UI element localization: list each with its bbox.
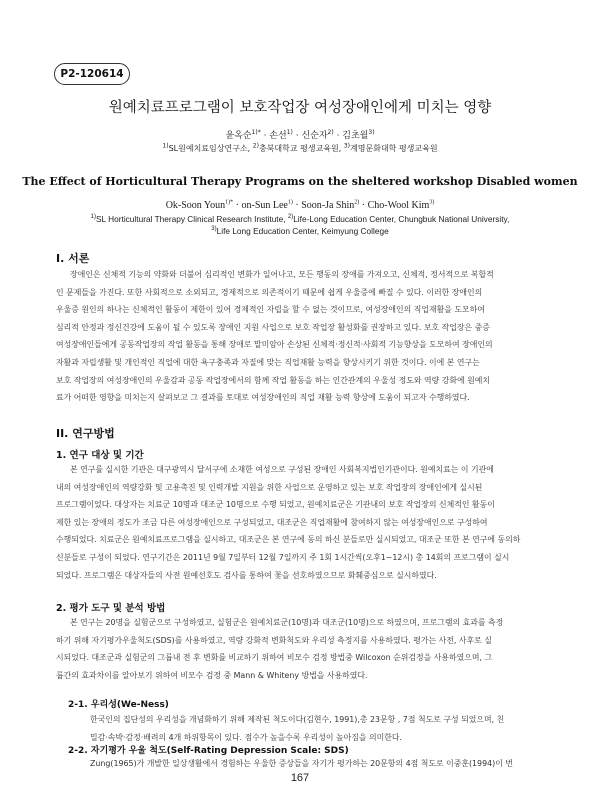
paragraph-line: 한국인의 집단성의 우리성을 개념화하기 위해 제작된 척도이다(김현수, 1991),총 23문항 , 7점 척도로 구성 되었으며, 친	[90, 715, 505, 724]
paragraph-line: 수행되었다. 치료군은 원예치료프로그램을 실시하고, 대조군은 본 연구에 동의 하신 분들로만 실시되었고, 대조군 또한 본 연구에 동의하	[56, 535, 521, 545]
paragraph-line: 본 연구를 실시한 기관은 대구광역시 달서구에 소재한 여성으로 구성된 장애인 사회복지법인기관이다. 원예치료는 이 기관에	[70, 465, 494, 474]
paragraph-line: 시되었다. 대조군과 실험군의 그룹내 전 후 변화를 비교하기 위하여 비모수 검정 방법중 Wilcoxon 순위검정을 사용하였으며, 그	[56, 653, 493, 663]
paragraph-line: 하기 위해 자기평가우울척도(SDS)를 사용하였고, 역량 강화적 변화척도와 우리성 측정지를 사용하였다. 평가는 사전, 사후로 실	[56, 635, 492, 645]
paragraph-line: 신분들로 구성이 되었다. 연구기간은 2011년 9월 7일부터 12월 7일까지 주 1회 1시간씩(오후1~12시) 총 14회의 프로그램이 실시	[56, 552, 510, 562]
poster-id-badge: P2-120614	[54, 63, 130, 85]
affiliations-korean: $^{1)}$SL원예치료임상연구소, $^{2)}$충북대학교 평생교육원, $^{3)}$계명문화대학 평생교육원	[162, 142, 438, 153]
authors-korean: 윤옥순$^{1)*}$ · 손선$^{1)}$ · 신순자$^{2)}$ · 김초월$^{3)}$	[225, 129, 375, 141]
subsection-heading-we-ness: 2-1. 우리성(We-Ness)	[68, 700, 169, 710]
paragraph-line: 자활과 자립생활 및 개인적인 직업에 대한 욕구충족과 자질에 맞는 직업재활 능력을 향상시키기 위한 것이다. 이에 본 연구는	[56, 357, 480, 367]
tools-paragraph	[56, 614, 545, 684]
affiliations-english-line1: $^{1)}$SL Horticultural Therapy Clinical Research Institute, $^{2)}$Life-Long Education Center, Chungbuk National University,	[90, 214, 510, 224]
paragraph-line: 여성장애인들에게 공동작업장의 작업 활동을 통해 장애로 말미암아 손상된 신체적·정신적·사회적 기능향상을 도모하여 장애인의	[56, 340, 493, 350]
introduction-paragraph	[56, 266, 545, 407]
paragraph-line: 장애인은 신체적 기능의 약화와 더불어 심리적인 변화가 일어나고, 모든 행동의 장애를 가져오고, 신체적, 정서적으로 복합적	[70, 270, 494, 279]
paragraph-line: 내의 여성장애인의 역량강화 및 고용촉진 및 인력개발 지원을 위한 사업으로 운영하고 있는 보호 작업장의 장애인에게 실시된	[56, 482, 483, 492]
paragraph-line: 보호 작업장의 여성장애인의 우울감과 공동 작업장에서의 함께 작업 활동을 하는 인간관계의 우울성 정도와 역량 강화에 원예치	[56, 375, 490, 385]
paragraph-line: 룹간의 효과차이를 알아보기 위하여 비모수 검정 중 Mann & Whiteny 방법을 사용하였다.	[56, 670, 368, 680]
page-number: 167	[290, 772, 310, 784]
section-heading-methods: II. 연구방법	[56, 427, 115, 440]
subjects-paragraph	[56, 461, 545, 584]
paragraph-line: 되었다. 프로그램은 대상자들의 사전 원예선호도 검사를 통하여 꽃을 선호하였으므로 화훼중심으로 실시하였다.	[56, 570, 437, 580]
paragraph-line: 료가 어떠한 영향을 미치는지 살펴보고 그 결과를 토대로 여성장애인의 직업 재활 능력 향상에 도움이 되고자 수행하였다.	[56, 393, 470, 403]
paragraph-line: 본 연구는 20명을 실험군으로 구성하였고, 실험군은 원예치료군(10명)과 대조군(10명)으로 하였으며, 프로그램의 효과를 측정	[70, 618, 504, 627]
paragraph-line: 밀감·속박·감정·배려의 4개 하위항목이 있다. 점수가 높을수록 우리성이 높아짐을 의미한다.	[90, 732, 403, 742]
paragraph-line: 프로그램이었다. 대상자는 치료군 10명과 대조군 10명으로 수행 되었고, 원예치료군은 기관내의 보호 작업장의 신체적인 활동이	[56, 500, 495, 510]
paragraph-line: 인 문제들을 가진다. 또한 사회적으로 소외되고, 경제적으로 의존적이기 때문에 쉽게 우울증에 빠질 수 있다. 이러한 장애인의	[56, 287, 483, 297]
subsection-heading-sds: 2-2. 자기평가 우울 척도(Self-Rating Depression Scale: SDS)	[68, 746, 349, 756]
paragraph-line: Zung(1965)가 개발한 일상생활에서 경험하는 우울한 증상들을 자기가 평가하는 20문항의 4점 척도로 이중훈(1994)이 번	[90, 759, 513, 768]
authors-english: Ok-Soon Youn$^{1)*}$ · on-Sun Lee$^{1)}$ · Soon-Ja Shin$^{2)}$ · Cho-Wool Kim$^{3)}$	[165, 199, 435, 211]
subsection-heading-subjects: 1. 연구 대상 및 기간	[56, 450, 144, 461]
title-english: The Effect of Horticultural Therapy Programs on the sheltered workshop Disabled women	[22, 175, 578, 188]
paragraph-line: 제한 있는 장애의 정도가 조금 다른 여성장애인으로 구성되었고, 대조군은 직업재활에 참여하지 않는 여성장애인으로 구성하여	[56, 517, 488, 527]
subsection-heading-tools: 2. 평가 도구 및 분석 방법	[56, 603, 166, 614]
title-korean: 원예치료프로그램이 보호작업장 여성장애인에게 미치는 영향	[108, 100, 492, 116]
we-ness-paragraph	[90, 711, 546, 746]
section-heading-introduction: I. 서론	[56, 252, 90, 265]
paragraph-line: 심리적 안정과 정신건강에 도움이 될 수 있도록 장애인 지원 사업으로 보호 작업장 활성화를 권장하고 있다. 보호 작업장은 중증	[56, 322, 490, 332]
paragraph-line: 우울증 원인의 하나는 신체적인 활동이 제한이 있어 경제적인 자립을 할 수 없는 것이므로, 여성장애인의 직업재활을 도모하여	[56, 305, 485, 315]
affiliations-english-line2: $^{3)}$Life Long Education Center, Keimyung College	[211, 226, 389, 236]
sds-paragraph	[90, 755, 546, 773]
